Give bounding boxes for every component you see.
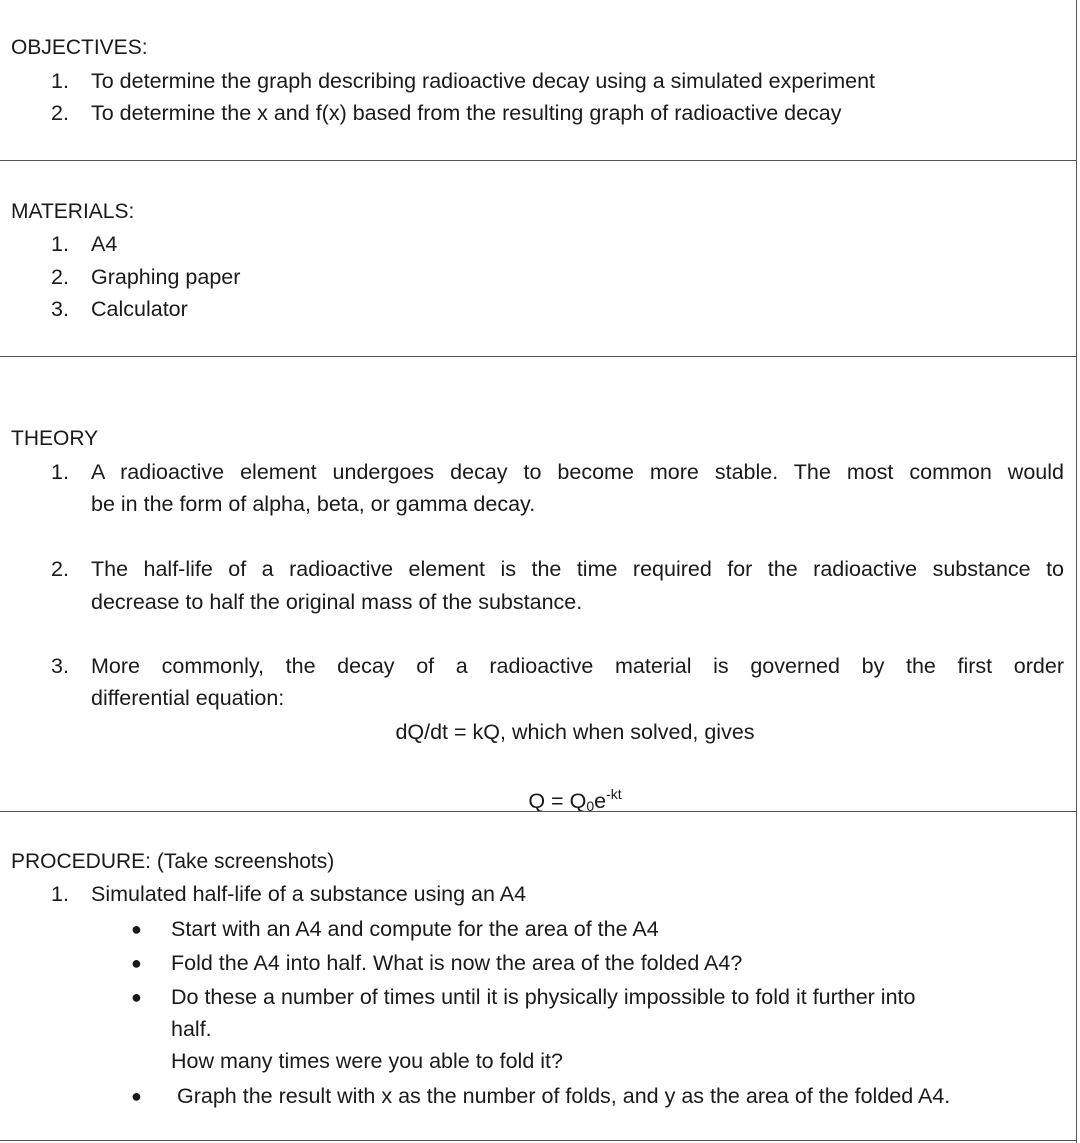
procedure-section (0, 811, 1077, 1143)
theory-section (0, 356, 1077, 812)
bullet-icon: ● (131, 1086, 142, 1106)
objective-text: To determine the x and f(x) based from the resulting graph of radioactive decay (91, 101, 842, 125)
material-number: 2. (51, 265, 69, 289)
objective-number: 1. (51, 69, 69, 93)
bullet-icon: ● (131, 987, 142, 1007)
material-text: Calculator (91, 297, 188, 321)
objectives-section (0, 0, 1077, 161)
material-text: Graphing paper (91, 265, 241, 289)
objectives-heading: OBJECTIVES: (11, 36, 148, 59)
theory-text-line: The half-life of a radioactive element is the time required for the radioactive substance to (91, 557, 1064, 581)
theory-number: 2. (51, 557, 69, 581)
bottom-border (0, 1140, 1077, 1141)
theory-heading: THEORY (11, 427, 99, 450)
solution-equation-q: Q = Q (528, 789, 587, 813)
solution-equation-subscript: 0 (586, 798, 595, 814)
theory-text-line: be in the form of alpha, beta, or gamma decay. (91, 492, 536, 516)
procedure-bullet-text: Start with an A4 and compute for the area of the A4 (171, 917, 659, 941)
bullet-icon: ● (131, 919, 142, 939)
procedure-bullet-continuation: How many times were you able to fold it? (171, 1049, 563, 1073)
objective-number: 2. (51, 101, 69, 125)
materials-heading: MATERIALS: (11, 200, 135, 223)
objective-text: To determine the graph describing radioactive decay using a simulated experiment (91, 69, 875, 93)
theory-text-line: decrease to half the original mass of the substance. (91, 590, 583, 614)
procedure-bullet-text: Graph the result with x as the number of folds, and y as the area of the folded A4. (177, 1084, 951, 1108)
theory-number: 1. (51, 460, 69, 484)
procedure-bullet-continuation: half. (171, 1017, 212, 1041)
solution-equation-e: e (594, 789, 607, 813)
materials-section (0, 160, 1077, 357)
procedure-bullet-text: Do these a number of times until it is physically impossible to fold it further into (171, 985, 916, 1009)
theory-text-line: A radioactive element undergoes decay to become more stable. The most common would (91, 460, 1064, 484)
procedure-bullet-text: Fold the A4 into half. What is now the area of the folded A4? (171, 951, 743, 975)
theory-text-line: More commonly, the decay of a radioactive material is governed by the first order (91, 654, 1064, 678)
differential-equation: dQ/dt = kQ, which when solved, gives (395, 720, 755, 744)
theory-number: 3. (51, 654, 69, 678)
bullet-icon: ● (131, 953, 142, 973)
solution-equation-superscript: -kt (606, 786, 622, 802)
procedure-heading: PROCEDURE: (Take screenshots) (11, 850, 335, 873)
material-number: 1. (51, 232, 69, 256)
procedure-step-number: 1. (51, 882, 69, 906)
material-text: A4 (91, 232, 118, 256)
procedure-step-text: Simulated half-life of a substance using an A4 (91, 882, 527, 906)
theory-text-line: differential equation: (91, 686, 285, 710)
material-number: 3. (51, 297, 69, 321)
